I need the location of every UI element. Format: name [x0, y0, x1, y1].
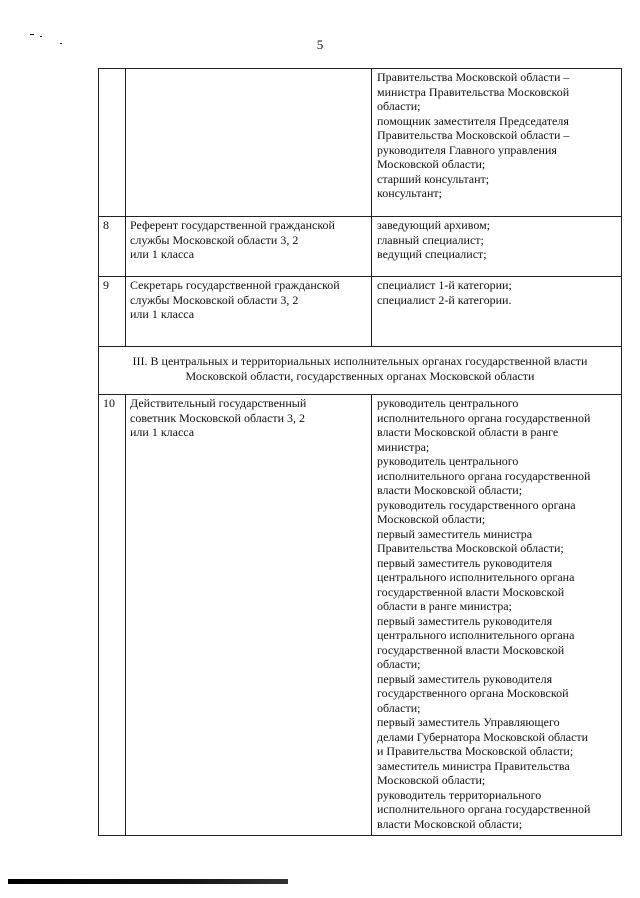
- rank-line: службы Московской области 3, 2: [130, 292, 299, 307]
- position-line: специалист 2-й категории.: [377, 292, 512, 307]
- row-number: 9: [103, 278, 109, 292]
- scan-edge-bar: [8, 879, 288, 884]
- rank-line: или 1 класса: [130, 247, 195, 261]
- position-line: Московской области;: [377, 157, 486, 171]
- position-line: первый заместитель руководителя: [377, 555, 553, 570]
- position-line: помощник заместителя Председателя: [377, 113, 569, 128]
- position-line: Правительства Московской области –: [377, 70, 570, 84]
- section-heading-row: [99, 347, 621, 395]
- rank-cell: [126, 395, 372, 835]
- position-line: заведующий архивом;: [377, 218, 491, 232]
- row-number-cell: [99, 277, 126, 346]
- row-number-cell: [99, 69, 126, 216]
- position-line: заместитель министра Правительства: [377, 758, 570, 773]
- rank-line: службы Московской области 3, 2: [130, 232, 299, 247]
- table-row: [99, 277, 621, 347]
- position-line: делами Губернатора Московской области: [377, 729, 589, 744]
- rank-line: Действительный государственный: [130, 396, 307, 410]
- position-line: руководитель территориального: [377, 787, 542, 802]
- position-line: министра;: [377, 439, 430, 454]
- rank-line: Референт государственной гражданской: [130, 218, 335, 232]
- position-line: власти Московской области;: [377, 483, 523, 497]
- rank-cell: [126, 69, 372, 216]
- positions-cell: [372, 69, 621, 216]
- position-line: власти Московской области;: [377, 816, 523, 831]
- rank-cell: [126, 217, 372, 276]
- position-line: государственной власти Московской: [377, 584, 565, 599]
- position-line: области;: [377, 700, 421, 715]
- position-line: первый заместитель руководителя: [377, 671, 553, 686]
- position-line: главный специалист;: [377, 232, 484, 247]
- position-line: области;: [377, 99, 421, 113]
- position-line: старший консультант;: [377, 171, 490, 186]
- rank-line: советник Московской области 3, 2: [130, 410, 306, 425]
- scan-speck: [30, 34, 34, 35]
- row-number-cell: [99, 217, 126, 276]
- row-number: 10: [103, 396, 115, 410]
- table-row: [99, 217, 621, 277]
- position-line: центрального исполнительного органа: [377, 628, 575, 642]
- position-line: руководитель государственного органа: [377, 497, 576, 512]
- position-line: первый заместитель руководителя: [377, 613, 553, 628]
- rank-line: Секретарь государственной гражданской: [130, 278, 340, 292]
- row-number: 8: [103, 218, 109, 232]
- position-line: первый заместитель министра: [377, 526, 533, 541]
- section-heading-line: III. В центральных и территориальных исполнительных органах государственной власти: [132, 354, 588, 368]
- position-line: государственного органа Московской: [377, 686, 569, 700]
- scan-speck: [60, 43, 62, 44]
- positions-cell: [372, 395, 621, 835]
- position-line: руководитель центрального: [377, 454, 519, 468]
- position-line: центрального исполнительного органа: [377, 570, 575, 584]
- position-line: исполнительного органа государственной: [377, 468, 591, 483]
- position-line: исполнительного органа государственной: [377, 802, 591, 816]
- table-row: [99, 395, 621, 836]
- position-line: Московской области;: [377, 773, 486, 787]
- position-line: области;: [377, 657, 421, 671]
- position-line: специалист 1-й категории;: [377, 278, 512, 292]
- row-number-cell: [99, 395, 126, 835]
- rank-line: или 1 класса: [130, 307, 195, 321]
- position-line: первый заместитель Управляющего: [377, 715, 560, 729]
- position-line: власти Московской области в ранге: [377, 425, 559, 439]
- position-line: министра Правительства Московской: [377, 84, 570, 99]
- table-row: [99, 69, 621, 217]
- position-line: государственной власти Московской: [377, 642, 565, 657]
- rank-line: или 1 класса: [130, 425, 195, 439]
- positions-cell: [372, 277, 621, 346]
- position-line: Правительства Московской области –: [377, 128, 570, 142]
- position-line: Московской области;: [377, 512, 486, 526]
- position-line: и Правительства Московской области;: [377, 744, 574, 758]
- position-line: руководитель центрального: [377, 396, 519, 410]
- position-line: ведущий специалист;: [377, 247, 487, 261]
- positions-cell: [372, 217, 621, 276]
- position-line: Правительства Московской области;: [377, 541, 564, 555]
- scan-speck: [40, 36, 42, 37]
- positions-table: [98, 68, 622, 836]
- page-number: 5: [316, 37, 324, 52]
- section-heading-line: Московской области, государственных органах Московской области: [185, 368, 535, 383]
- position-line: исполнительного органа государственной: [377, 410, 591, 425]
- position-line: консультант;: [377, 186, 443, 200]
- position-line: руководителя Главного управления: [377, 142, 557, 157]
- position-line: области в ранге министра;: [377, 599, 512, 613]
- rank-cell: [126, 277, 372, 346]
